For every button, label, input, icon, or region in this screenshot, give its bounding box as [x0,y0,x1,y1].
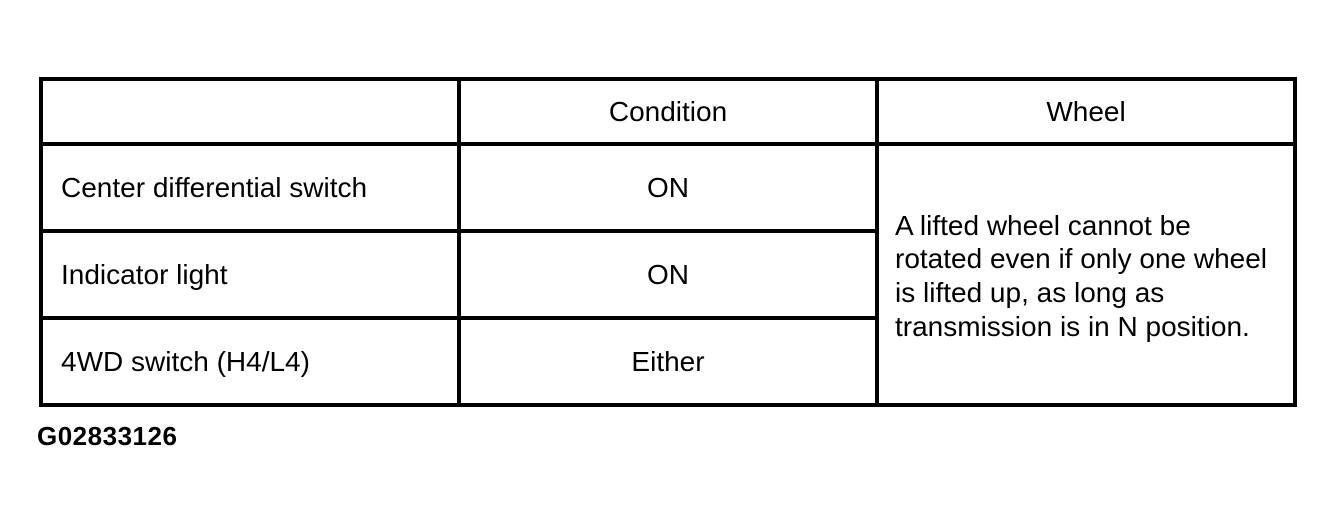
header-condition-cell: Condition [459,79,877,144]
wheel-note-cell: A lifted wheel cannot be rotated even if only one wheel is lifted up, as long as transmission is in N position. [877,144,1295,405]
figure-id-caption: G02833126 [37,421,178,451]
header-wheel-cell: Wheel [877,79,1295,144]
header-blank-cell [41,79,459,144]
row-label-4wd-switch: 4WD switch (H4/L4) [41,318,459,405]
row-label-indicator-light: Indicator light [41,231,459,318]
row-condition-value: ON [459,144,877,231]
condition-table-container [39,77,1297,407]
condition-table [39,77,1297,407]
row-condition-value: Either [459,318,877,405]
row-label-center-differential-switch: Center differential switch [41,144,459,231]
row-condition-value: ON [459,231,877,318]
table-header-row [41,79,1295,144]
table-row [41,144,1295,231]
